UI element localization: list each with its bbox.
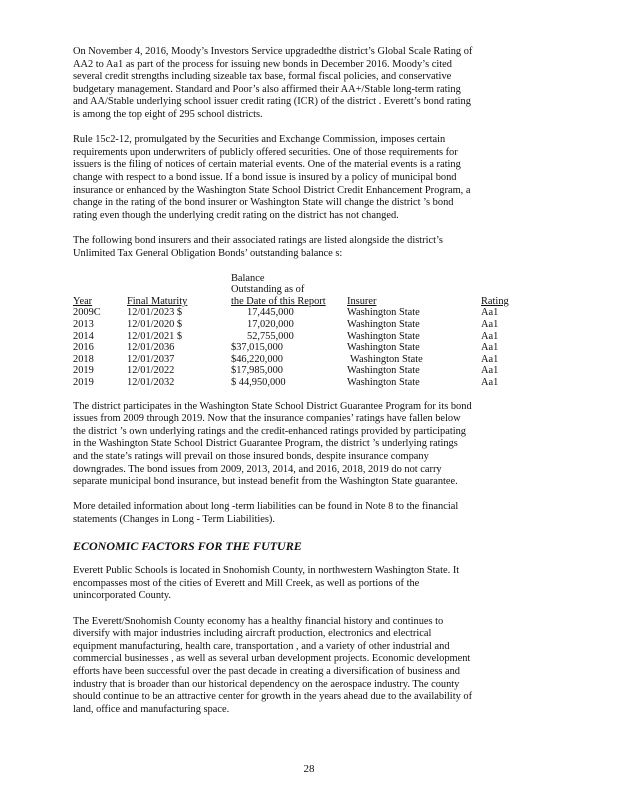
text-line: should continue to be an attractive center for growth in the years ahead due to the availability of (73, 691, 473, 703)
text-line: unincorporated County. (73, 590, 172, 602)
text-line: encompasses most of the cities of Everett and Mill Creek, as well as portions of the (73, 577, 420, 589)
section-heading: ECONOMIC FACTORS FOR THE FUTURE (73, 539, 302, 554)
page-number: 28 (303, 763, 315, 775)
text-line: the district ’s own underlying ratings and the credit-enhanced ratings provided by participating (73, 425, 467, 437)
text-line: efforts have been successful over the past decade in creating a diversification of business and (73, 665, 461, 677)
text-line: in the Washington State School District Guarantee Program, the district ’s underlying ratings (73, 438, 458, 450)
insurer-cell: Washington State (347, 342, 420, 354)
text-line: AA2 to Aa1 as part of the process for issuing new bonds in December 2016. Moody’s cited (73, 58, 452, 70)
year-cell: 2016 (73, 342, 94, 354)
text-line: rating even though the underlying credit rating on the district has not changed. (73, 209, 399, 221)
text-line: several credit strengths including sizeable tax base, formal fiscal policies, and conservative (73, 71, 452, 83)
text-line: Rule 15c2-12, promulgated by the Securities and Exchange Commission, imposes certain (73, 134, 446, 146)
text-line: Unlimited Tax General Obligation Bonds’ outstanding balance s: (73, 247, 343, 259)
year-cell: 2019 (73, 377, 94, 389)
maturity-cell: 12/01/2021 $ (127, 330, 183, 342)
year-cell: 2018 (73, 353, 94, 365)
table-row (73, 319, 521, 331)
table-row (73, 377, 521, 389)
balance-cell: $37,015,000 (231, 342, 283, 354)
balance-cell: 17,020,000 (247, 319, 294, 331)
text-line: statements (Changes in Long - Term Liabilities). (73, 513, 275, 525)
table-row (73, 342, 521, 354)
table-row (73, 331, 521, 343)
text-line: separate municipal bond insurance, but instead benefit from the Washington State guarantee. (73, 476, 458, 488)
rating-cell: Aa1 (481, 353, 499, 365)
rule-15c2-12-paragraph (73, 134, 541, 222)
everett-location-paragraph (73, 565, 541, 603)
insurer-cell: Washington State (347, 365, 420, 377)
insurer-cell: Washington State (347, 319, 420, 331)
text-line: The district participates in the Washington State School District Guarantee Program for its bond (73, 400, 472, 412)
text-line: industry that is broader than our historical dependency on the aerospace industry. The county (73, 678, 460, 690)
text-line: is among the top eight of 295 school districts. (73, 108, 263, 120)
rating-cell: Aa1 (481, 307, 499, 319)
maturity-cell: 12/01/2020 $ (127, 319, 183, 331)
text-line: land, office and manufacturing space. (73, 703, 230, 715)
guarantee-program-paragraph (73, 401, 541, 489)
text-line: change in the rating of the bond insurer or Washington State will change the district ’s bond (73, 197, 454, 209)
balance-header-line: Balance (231, 272, 265, 284)
balance-header-line: Outstanding as of (231, 284, 305, 296)
text-line: and AA/Stable underlying school issuer credit rating (ICR) of the district . Everett’s bond rating (73, 96, 471, 108)
year-column-header: Year (73, 295, 93, 307)
rating-cell: Aa1 (481, 319, 499, 331)
text-line: budgetary management. Standard and Poor’s also affirmed their AA+/Stable long-term rating (73, 83, 461, 95)
text-line: insurance or enhanced by the Washington State School District Credit Enhancement Program, a (73, 184, 471, 196)
bond-insurers-table (73, 273, 521, 389)
rating-cell: Aa1 (481, 330, 499, 342)
text-line: commercial businesses , as well as several urban development projects. Economic development (73, 653, 471, 665)
insurer-cell: Washington State (347, 307, 420, 319)
note-8-paragraph (73, 501, 541, 526)
document-page (73, 46, 541, 729)
maturity-cell: 12/01/2022 (127, 365, 175, 377)
rating-column-header: Rating (481, 295, 509, 307)
text-line: More detailed information about long -term liabilities can be found in Note 8 to the financial (73, 501, 459, 513)
table-row (73, 354, 521, 366)
text-line: downgrades. The bond issues from 2009, 2013, 2014, and 2016, 2018, 2019 do not carry (73, 463, 442, 475)
maturity-cell: 12/01/2023 $ (127, 307, 183, 319)
text-line: On November 4, 2016, Moody’s Investors Service upgradedthe district’s Global Scale Rating of (73, 46, 473, 57)
balance-cell: 52,755,000 (247, 330, 294, 342)
insurer-cell: Washington State (347, 330, 420, 342)
balance-column-header (231, 273, 347, 308)
maturity-cell: 12/01/2037 (127, 353, 175, 365)
year-cell: 2013 (73, 319, 94, 331)
rating-cell: Aa1 (481, 342, 499, 354)
text-line: Everett Public Schools is located in Snohomish County, in northwestern Washington State. It (73, 565, 460, 577)
text-line: requirements upon underwriters of publicly offered securities. One of those requirements for (73, 146, 458, 158)
maturity-cell: 12/01/2036 (127, 342, 175, 354)
text-line: issuers is the filing of notices of certain material events. One of the material events is a rating (73, 159, 461, 171)
text-line: equipment manufacturing, health care, transportation , and a variety of other industrial and (73, 640, 450, 652)
rating-cell: Aa1 (481, 365, 499, 377)
text-line: issues from 2009 through 2019. Now that the insurance companies’ ratings have fallen below (73, 413, 461, 425)
balance-cell: $17,985,000 (231, 365, 283, 377)
balance-cell: $ 44,950,000 (231, 377, 286, 389)
insurers-intro-paragraph (73, 235, 541, 260)
year-cell: 2019 (73, 365, 94, 377)
insurer-cell: Washington State (350, 353, 423, 365)
economy-paragraph (73, 616, 541, 717)
table-header-row (73, 273, 521, 308)
table-row (73, 365, 521, 377)
text-line: change with respect to a bond issue. If a bond issue is insured by a policy of municipal bond (73, 171, 457, 183)
text-line: The following bond insurers and their associated ratings are listed alongside the district’s (73, 234, 443, 246)
balance-cell: $46,220,000 (231, 353, 283, 365)
table-row (73, 307, 521, 319)
balance-header-line: the Date of this Report (231, 295, 326, 307)
insurer-cell: Washington State (347, 377, 420, 389)
insurer-column-header: Insurer (347, 295, 377, 307)
maturity-cell: 12/01/2032 (127, 377, 175, 389)
year-cell: 2009C (73, 307, 101, 319)
text-line: The Everett/Snohomish County economy has a healthy financial history and continues to (73, 615, 444, 627)
text-line: and the state’s ratings will prevail on those insured bonds, despite insurance company (73, 451, 429, 462)
year-cell: 2014 (73, 330, 94, 342)
rating-cell: Aa1 (481, 377, 499, 389)
final-maturity-column-header: Final Maturity (127, 295, 188, 307)
balance-cell: 17,445,000 (247, 307, 294, 319)
text-line: diversify with major industries including aircraft production, electronics and electrical (73, 628, 432, 640)
moodys-rating-paragraph (73, 46, 541, 122)
